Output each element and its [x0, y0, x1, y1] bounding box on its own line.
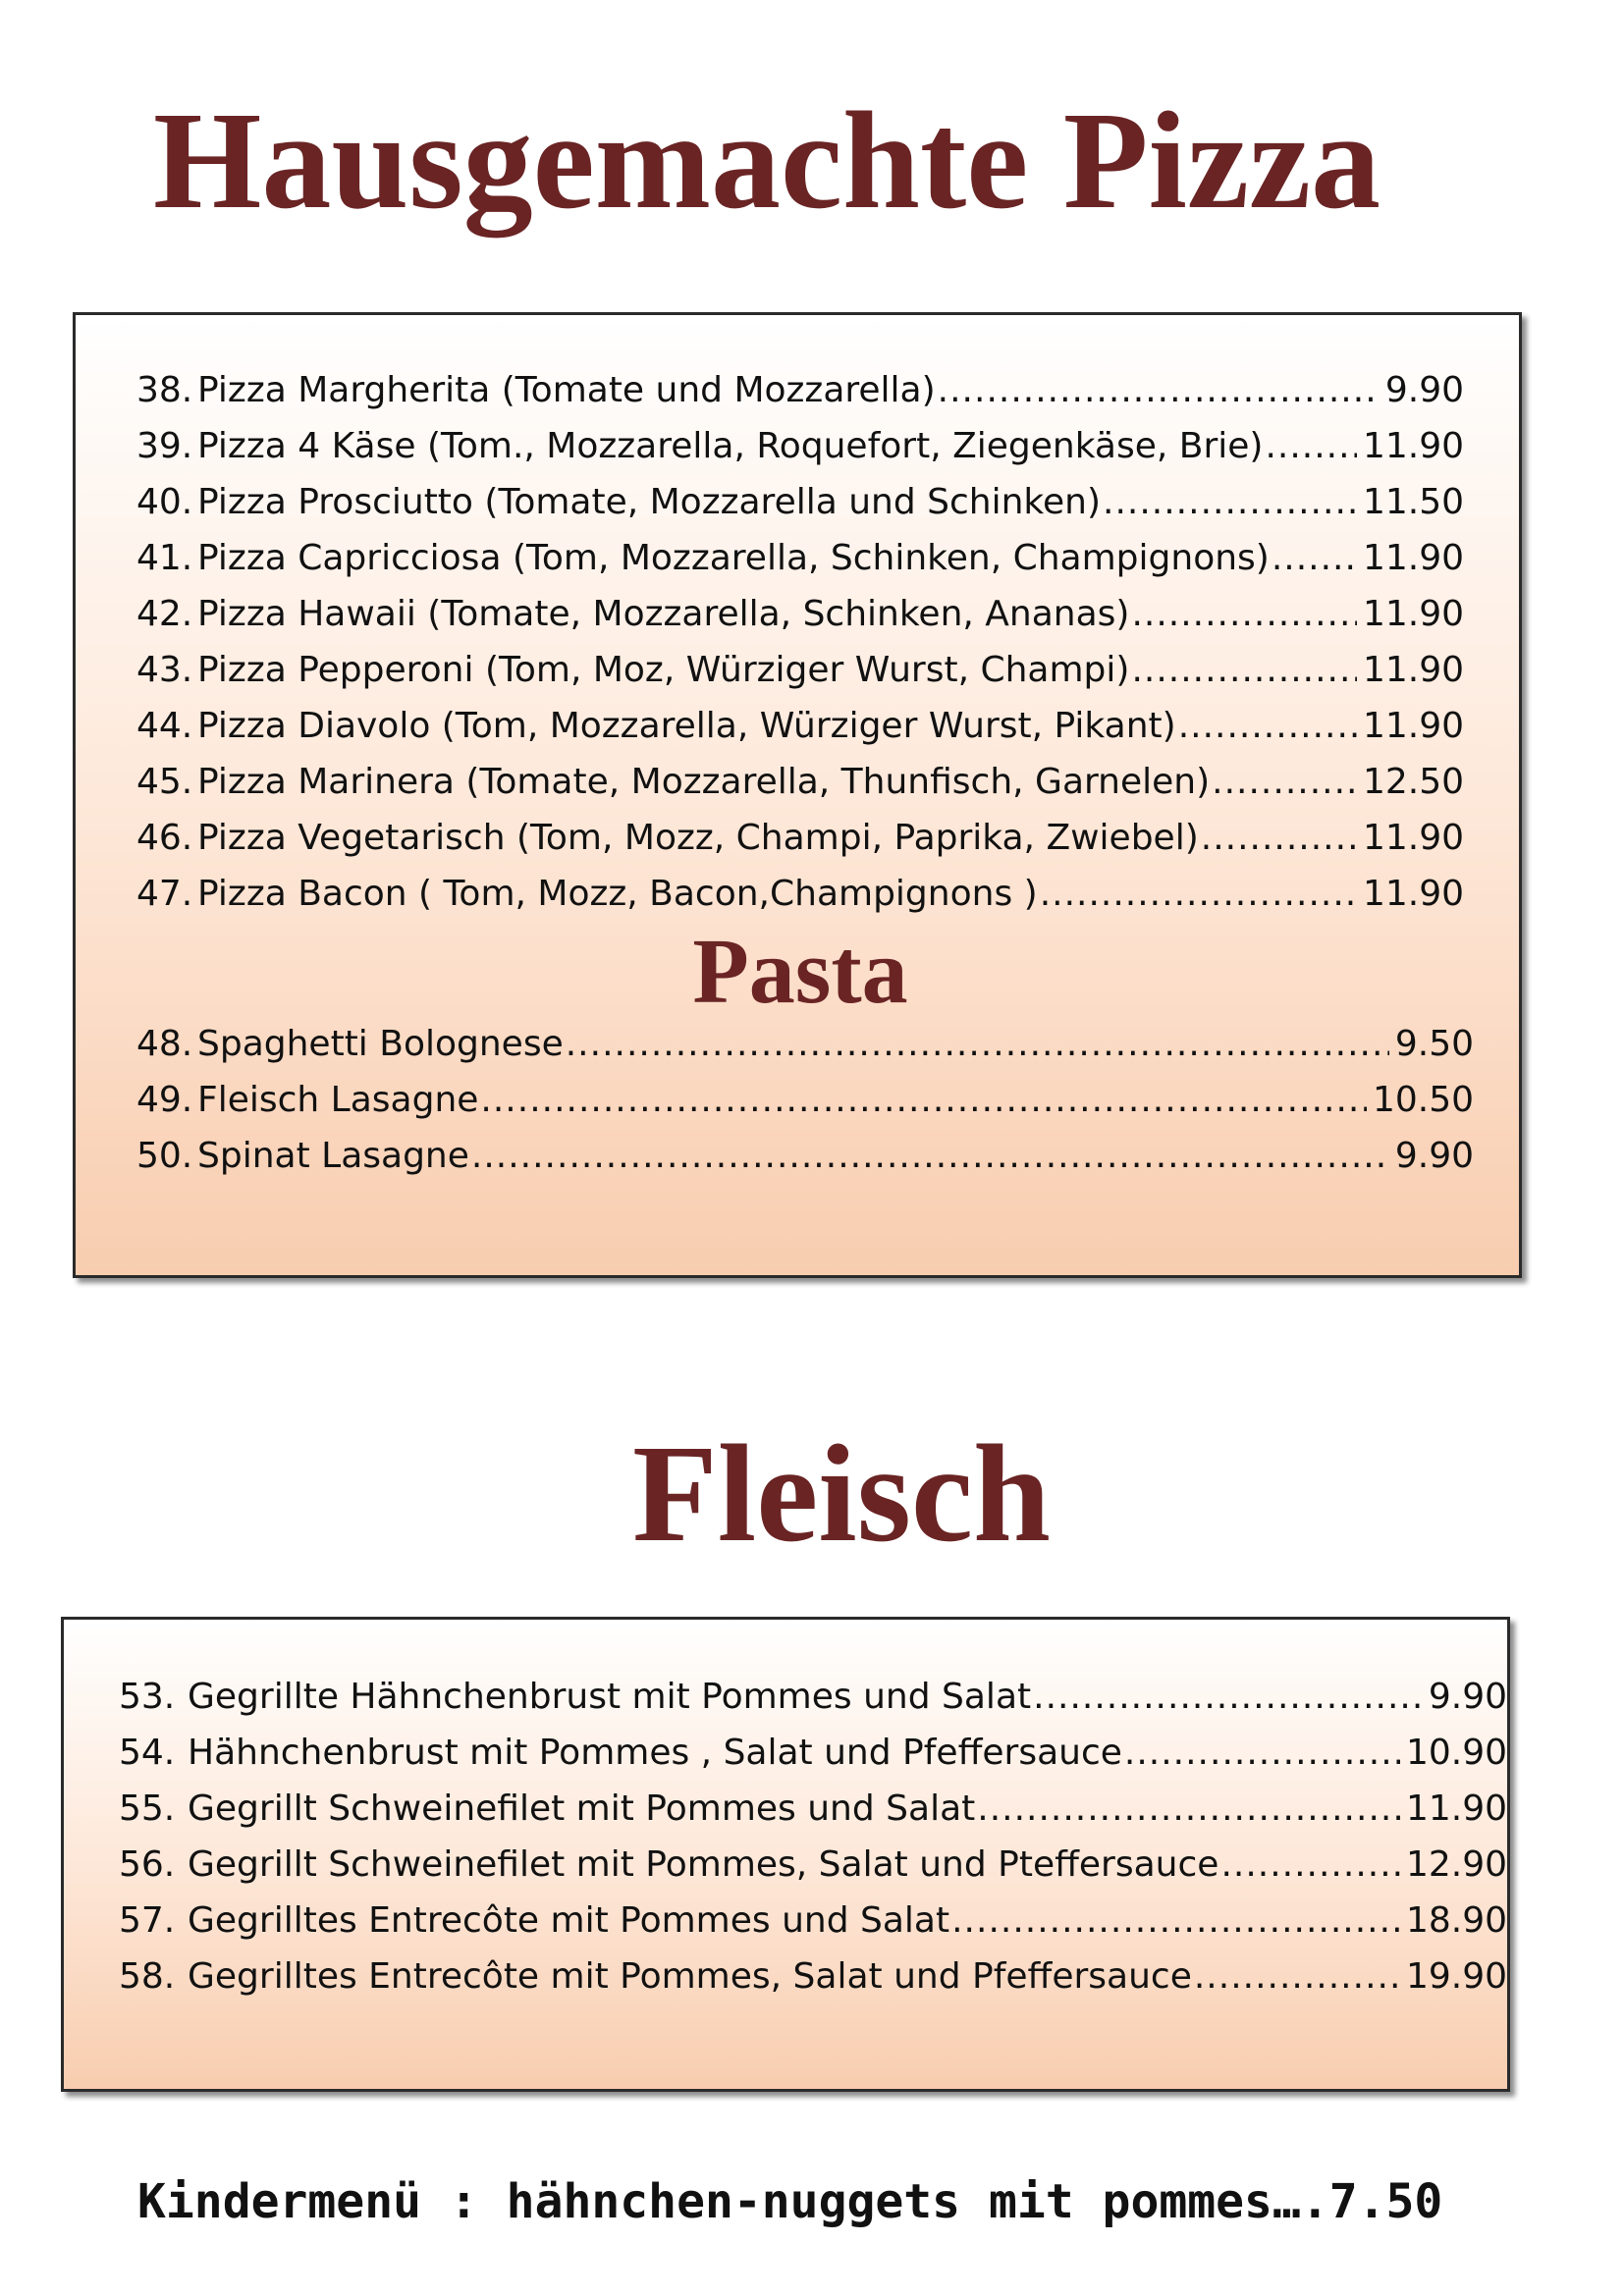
- item-price: 9.90: [1428, 1677, 1507, 1717]
- dot-leader: [951, 1900, 1400, 1941]
- item-number: 39.: [136, 426, 193, 466]
- menu-item: [136, 818, 1464, 874]
- menu-item: [119, 1733, 1507, 1789]
- item-price: 12.90: [1405, 1844, 1507, 1885]
- menu-item: [136, 650, 1464, 706]
- dot-leader: [566, 1024, 1389, 1064]
- item-name: Gegrilltes Entrecôte mit Pommes, Salat und Pfeffersauce: [188, 1956, 1192, 1997]
- item-number: 41.: [136, 538, 193, 578]
- item-price: 11.90: [1362, 818, 1464, 858]
- menu-item: [136, 706, 1464, 762]
- item-name: Gegrillt Schweinefilet mit Pommes, Salat und Pteffersauce: [188, 1844, 1219, 1885]
- item-price: 10.90: [1405, 1733, 1507, 1773]
- item-name: Pizza Margherita (Tomate und Mozzarella): [197, 370, 936, 410]
- item-price: 12.50: [1362, 762, 1464, 802]
- item-number: 44.: [136, 706, 193, 746]
- dot-leader: [1033, 1677, 1423, 1717]
- item-number: 58.: [119, 1956, 176, 1997]
- item-number: 45.: [136, 762, 193, 802]
- pasta-menu-list: [136, 1024, 1474, 1192]
- item-name: Pizza Prosciutto (Tomate, Mozzarella und Schinken): [197, 482, 1102, 522]
- item-name: Gegrillt Schweinefilet mit Pommes und Salat: [188, 1789, 976, 1829]
- pizza-section-title: Hausgemachte Pizza: [152, 82, 1381, 238]
- menu-item: [119, 1789, 1507, 1844]
- dot-leader: [1220, 1844, 1400, 1885]
- item-number: 42.: [136, 594, 193, 634]
- menu-item: [136, 594, 1464, 650]
- item-price: 9.90: [1384, 370, 1464, 410]
- item-name: Gegrillte Hähnchenbrust mit Pommes und Salat: [188, 1677, 1032, 1717]
- menu-item: [119, 1900, 1507, 1956]
- item-number: 48.: [136, 1024, 193, 1064]
- fleisch-menu-list: [119, 1677, 1507, 2012]
- item-price: 11.90: [1362, 426, 1464, 466]
- item-name: Pizza Diavolo (Tom, Mozzarella, Würziger Wurst, Pikant): [197, 706, 1176, 746]
- dot-leader: [480, 1080, 1367, 1120]
- item-number: 47.: [136, 874, 193, 914]
- item-price: 11.90: [1362, 538, 1464, 578]
- dot-leader: [1103, 482, 1357, 522]
- item-number: 49.: [136, 1080, 193, 1120]
- item-price: 11.50: [1362, 482, 1464, 522]
- dot-leader: [1212, 762, 1357, 802]
- menu-item: [136, 1080, 1474, 1136]
- dot-leader: [1272, 538, 1357, 578]
- item-name: Fleisch Lasagne: [197, 1080, 479, 1120]
- item-number: 55.: [119, 1789, 176, 1829]
- pizza-menu-box: [73, 312, 1522, 1278]
- item-price: 11.90: [1362, 874, 1464, 914]
- menu-item: [136, 482, 1464, 538]
- item-price: 18.90: [1405, 1900, 1507, 1941]
- fleisch-menu-box: [61, 1617, 1510, 2092]
- item-name: Pizza Marinera (Tomate, Mozzarella, Thunfisch, Garnelen): [197, 762, 1211, 802]
- item-number: 50.: [136, 1136, 193, 1176]
- menu-item: [136, 426, 1464, 482]
- item-number: 43.: [136, 650, 193, 690]
- dot-leader: [471, 1136, 1389, 1176]
- pasta-section-title: Pasta: [692, 921, 908, 1023]
- item-name: Gegrilltes Entrecôte mit Pommes und Salat: [188, 1900, 950, 1941]
- menu-item: [136, 538, 1464, 594]
- item-name: Spinat Lasagne: [197, 1136, 469, 1176]
- item-price: 9.50: [1394, 1024, 1474, 1064]
- item-name: Hähnchenbrust mit Pommes , Salat und Pfeffersauce: [188, 1733, 1122, 1773]
- fleisch-section-title: Fleisch: [632, 1415, 1051, 1571]
- dot-leader: [1194, 1956, 1400, 1997]
- item-name: Spaghetti Bolognese: [197, 1024, 564, 1064]
- menu-item: [119, 1677, 1507, 1733]
- dot-leader: [1201, 818, 1357, 858]
- item-price: 11.90: [1405, 1789, 1507, 1829]
- item-price: 10.50: [1372, 1080, 1474, 1120]
- dot-leader: [1040, 874, 1357, 914]
- dot-leader: [1265, 426, 1356, 466]
- item-number: 38.: [136, 370, 193, 410]
- item-price: 19.90: [1405, 1956, 1507, 1997]
- item-price: 11.90: [1362, 706, 1464, 746]
- item-name: Pizza Hawaii (Tomate, Mozzarella, Schinken, Ananas): [197, 594, 1130, 634]
- item-number: 57.: [119, 1900, 176, 1941]
- item-name: Pizza 4 Käse (Tom., Mozzarella, Roquefort, Ziegenkäse, Brie): [197, 426, 1264, 466]
- menu-item: [136, 370, 1464, 426]
- item-number: 40.: [136, 482, 193, 522]
- menu-item: [136, 762, 1464, 818]
- item-name: Pizza Vegetarisch (Tom, Mozz, Champi, Paprika, Zwiebel): [197, 818, 1199, 858]
- dot-leader: [1131, 594, 1356, 634]
- item-price: 11.90: [1362, 594, 1464, 634]
- dot-leader: [1124, 1733, 1400, 1773]
- item-name: Pizza Bacon ( Tom, Mozz, Bacon,Champignons ): [197, 874, 1038, 914]
- dot-leader: [1131, 650, 1356, 690]
- item-number: 53.: [119, 1677, 176, 1717]
- dot-leader: [1178, 706, 1357, 746]
- item-number: 54.: [119, 1733, 176, 1773]
- menu-item: [136, 1136, 1474, 1192]
- item-number: 56.: [119, 1844, 176, 1885]
- kids-menu-line: Kindermenü : hähnchen-nuggets mit pommes….7.50: [137, 2174, 1443, 2229]
- menu-item: [136, 1024, 1474, 1080]
- dot-leader: [938, 370, 1380, 410]
- item-name: Pizza Pepperoni (Tom, Moz, Würziger Wurst, Champi): [197, 650, 1130, 690]
- item-name: Pizza Capricciosa (Tom, Mozzarella, Schinken, Champignons): [197, 538, 1270, 578]
- dot-leader: [977, 1789, 1400, 1829]
- item-price: 11.90: [1362, 650, 1464, 690]
- menu-item: [119, 1956, 1507, 2012]
- menu-item: [119, 1844, 1507, 1900]
- pizza-menu-list: [136, 370, 1464, 930]
- item-price: 9.90: [1394, 1136, 1474, 1176]
- item-number: 46.: [136, 818, 193, 858]
